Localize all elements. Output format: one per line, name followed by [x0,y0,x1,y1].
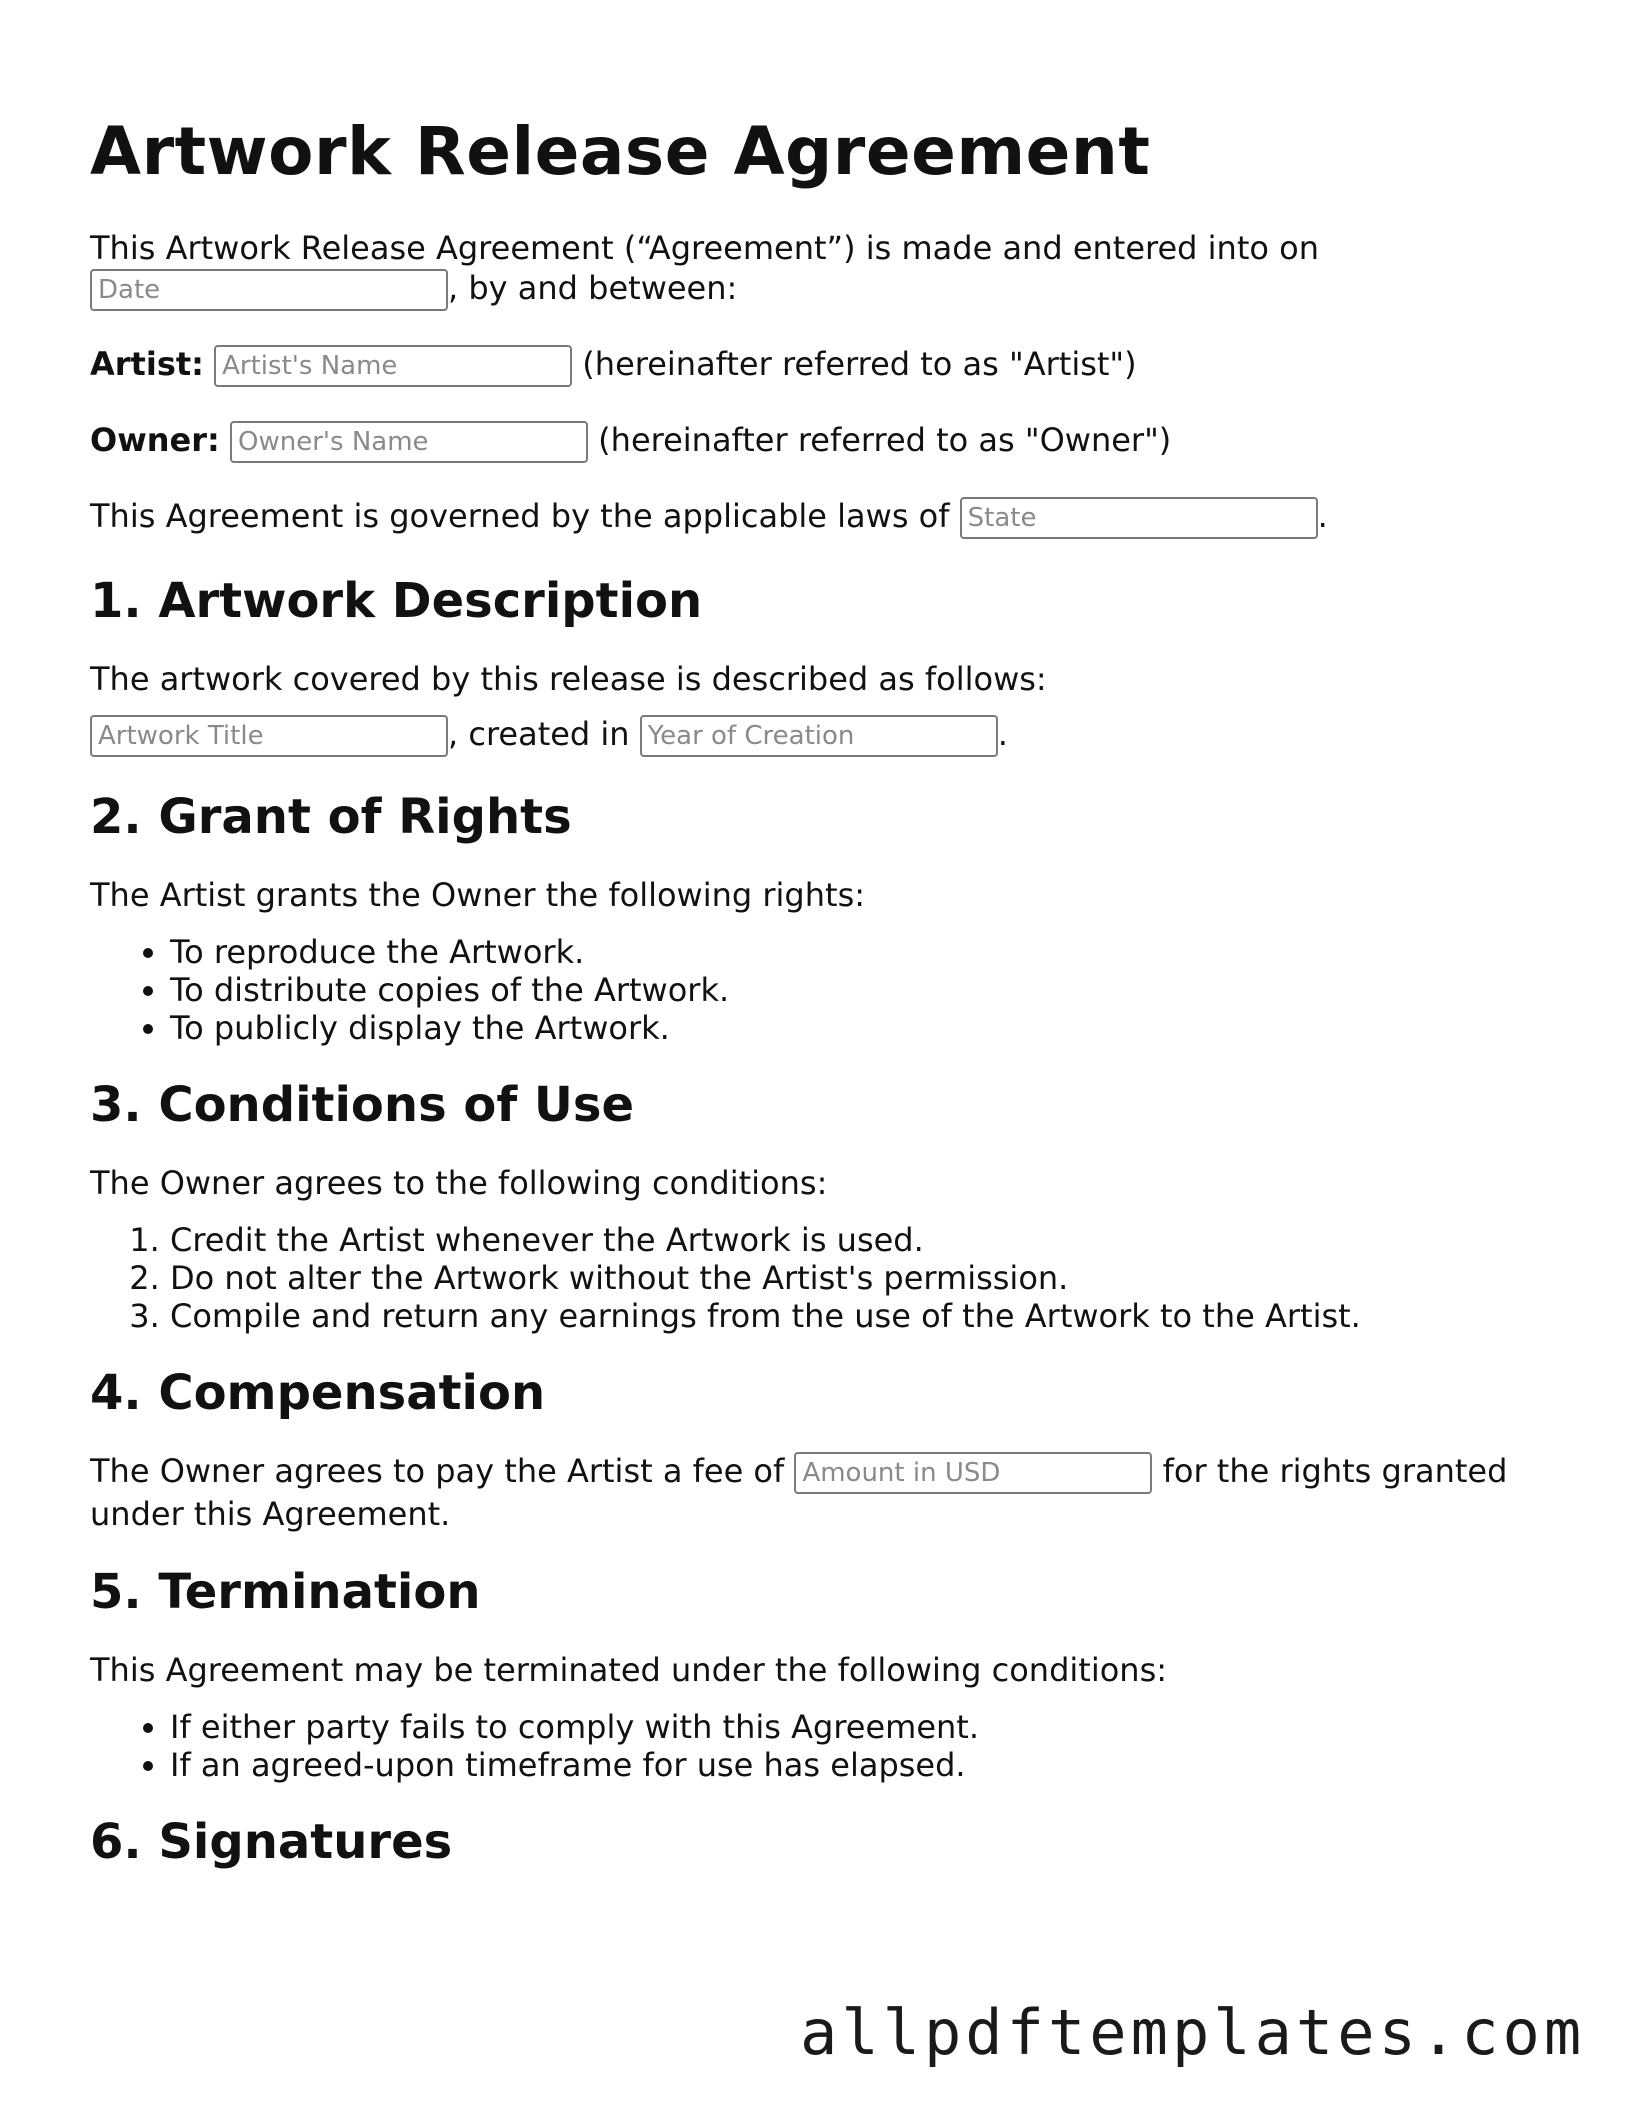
page-title: Artwork Release Agreement [90,113,1151,190]
date-field[interactable]: Date [90,269,448,311]
compensation-text-after: for the rights granted under this Agreement. [90,1452,1508,1533]
list-item: 3. Compile and return any earnings from the use of the Artwork to the Artist. [170,1297,1550,1335]
state-field[interactable]: State [960,497,1318,539]
amount-field[interactable]: Amount in USD [794,1452,1152,1494]
termination-list [90,1708,1550,1784]
year-of-creation-field[interactable]: Year of Creation [640,715,998,757]
governing-text: This Agreement is governed by the applicable laws of [90,497,950,535]
section-5-heading: 5. Termination [90,1564,481,1620]
section-6-heading: 6. Signatures [90,1814,453,1870]
rights-list [90,933,1550,1047]
created-in-text: , created in [448,715,630,753]
intro-text-after: , by and between: [448,269,738,307]
governing-end: . [1317,497,1328,535]
section-1-intro: The artwork covered by this release is described as follows: [90,660,1047,698]
intro-paragraph [90,228,1550,311]
section-5-intro: This Agreement may be terminated under the following conditions: [90,1651,1168,1689]
compensation-paragraph [90,1451,1530,1534]
section-3-intro: The Owner agrees to the following conditions: [90,1164,828,1202]
list-item: 1. Credit the Artist whenever the Artwork is used. [170,1221,1550,1259]
artwork-line [90,714,1550,757]
list-item: • If an agreed-upon timeframe for use has elapsed. [170,1746,1550,1784]
owner-label: Owner: [90,421,220,459]
artwork-title-field[interactable]: Artwork Title [90,715,448,757]
artwork-line-end: . [997,715,1008,753]
list-item: 2. Do not alter the Artwork without the Artist's permission. [170,1259,1550,1297]
owner-suffix: (hereinafter referred to as "Owner") [598,421,1172,459]
artist-name-field[interactable]: Artist's Name [214,345,572,387]
artist-line [90,344,1550,387]
artist-label: Artist: [90,345,204,383]
list-item: • To reproduce the Artwork. [170,933,1550,971]
section-4-heading: 4. Compensation [90,1365,546,1421]
section-3-heading: 3. Conditions of Use [90,1077,635,1133]
owner-name-field[interactable]: Owner's Name [230,421,588,463]
conditions-list [90,1221,1550,1335]
watermark-text: allpdftemplates.com [800,1996,1586,2069]
list-item: • To publicly display the Artwork. [170,1009,1550,1047]
document-page [90,112,1550,1872]
list-item: • If either party fails to comply with this Agreement. [170,1708,1550,1746]
governing-line [90,496,1550,539]
artist-suffix: (hereinafter referred to as "Artist") [582,345,1137,383]
intro-text: This Artwork Release Agreement (“Agreement”) is made and entered into on [90,229,1319,267]
list-item: • To distribute copies of the Artwork. [170,971,1550,1009]
compensation-text: The Owner agrees to pay the Artist a fee of [90,1452,785,1490]
owner-line [90,420,1550,463]
section-1-heading: 1. Artwork Description [90,573,703,629]
section-2-heading: 2. Grant of Rights [90,789,572,845]
section-2-intro: The Artist grants the Owner the following rights: [90,876,866,914]
